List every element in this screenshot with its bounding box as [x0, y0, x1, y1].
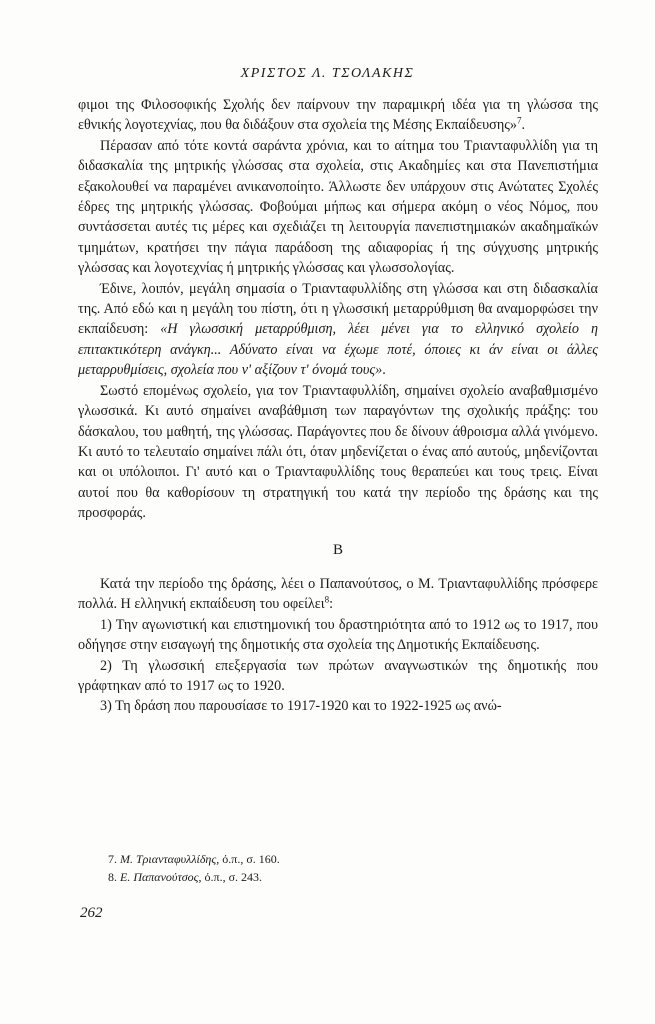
footnotes — [108, 850, 588, 886]
paragraph-5: Κατά την περίοδο της δράσης, λέει ο Παπανούτσος, ο Μ. Τριανταφυλλίδης πρόσφερε πολλά. Η ελληνική εκπαίδευση του οφείλει$^8$: — [78, 575, 598, 613]
paragraph-continuation: φιμοι της Φιλοσοφικής Σχολής δεν παίρνουν την παραμικρή ιδέα για τη γλώσσα της εθνικής λογοτεχνίας, που θα διδάξουν στα σχολεία της Μέσης Εκπαίδευσης»$^7$. — [78, 97, 598, 134]
page-number: 262 — [80, 905, 103, 921]
list-item: 2) Τη γλωσσική επεξεργασία των πρώτων αναγνωστικών της δημοτικής που γράφτηκαν από το 1917 ως το 1920. — [78, 657, 598, 694]
body-text — [78, 95, 598, 717]
list-item: 3) Τη δράση που παρουσίασε το 1917-1920 και το 1922-1925 ως ανώ- — [100, 698, 502, 715]
paragraph-4: Σωστό επομένως σχολείο, για τον Τριανταφυλλίδη, σημαίνει σχολείο αναβαθμισμένο γλωσσικά. Κι αυτό σημαίνει αναβάθμιση των παραγόντων της σχολικής πράξης: του δάσκαλου, του μαθητή, της γλώσσας. Παράγοντες που δε δίνουν άθροισμα αλλά γινόμενο. Κι αυτό το τελευταίο σημαίνει πάλι ότι, όταν μηδενίζεται ο ένας από αυτούς, μηδενίζονται και οι υπόλοιποι. Γι' αυτό και ο Τριανταφυλλίδης τους θεραπεύει και τους τρεις. Είναι αυτοί που θα καθορίσουν τη στρατηγική του κατά την περίοδο της δράσης και της προσφοράς. — [78, 382, 598, 522]
paragraph-2: Πέρασαν από τότε κοντά σαράντα χρόνια, και το αίτημα του Τριανταφυλλίδη για τη διδασκαλία της μητρικής γλώσσας στα σχολεία, στις Ακαδημίες και στα Πανεπιστήμια εξακολουθεί να παραμένει ανικανοποίητο. Άλλωστε δεν υπάρχουν στις Ανώτατες Σχολές έδρες της μητρικής γλώσσας. Φοβούμαι μήπως και σήμερα ακόμη ο νέος Νόμος, που συντάσσεται αυτές τις μέρες και σχεδιάζει τη λειτουργία πανεπιστημιακών ακαδημαϊκών τμημάτων, κρατήσει την πάγια παράδοση της αδιαφορίας ή της σύγχυσης μητρικής γλώσσας και λογοτεχνίας ή μητρικής γλώσσας και γλωσσολογίας. — [78, 137, 598, 277]
running-head: ΧΡΙΣΤΟΣ Λ. ΤΣΟΛΑΚΗΣ — [240, 66, 415, 81]
section-heading: Β — [332, 541, 343, 558]
footnote-ref-7: 7 — [516, 115, 522, 126]
quotation: «Η γλωσσική μεταρρύθμιση, λέει μένει για το ελληνικό σχολείο η επιτακτικότερη ανάγκη... Αδύνατο είναι να έχωμε ποτέ, όποιες κι άν είναι οι άλλες μεταρρυθμίσεις, σχολεία που ν' αξίζουν τ' όνομά τους» — [78, 321, 598, 379]
footnote-ref-8: 8 — [324, 594, 330, 605]
footnote-8: 8. Ε. Παπανούτσος, ό.π., σ. 243. — [108, 870, 263, 884]
paragraph-3: Έδινε, λοιπόν, μεγάλη σημασία ο Τριανταφυλλίδης στη γλώσσα και στη διδασκαλία της. Από εδώ και η μεγάλη του πίστη, ότι η γλωσσική μεταρρύθμιση θα αναμορφώσει την εκπαίδευση: «Η γλωσσική μεταρρύθμιση, λέει μένει για το ελληνικό σχολείο η επιτακτικότερη ανάγκη... Αδύνατο είναι να έχωμε ποτέ, όποιες κι άν είναι οι άλλες μεταρρυθμίσεις, σχολεία που ν' αξίζουν τ' όνομά τους». — [78, 280, 598, 379]
list-item: 1) Την αγωνιστική και επιστημονική του δραστηριότητα από το 1912 ως το 1917, που οδήγησε στην εισαγωγή της δημοτικής στα σχολεία της Δημοτικής Εκπαίδευσης. — [78, 616, 598, 654]
footnote-7: 7. Μ. Τριανταφυλλίδης, ό.π., σ. 160. — [108, 852, 280, 866]
